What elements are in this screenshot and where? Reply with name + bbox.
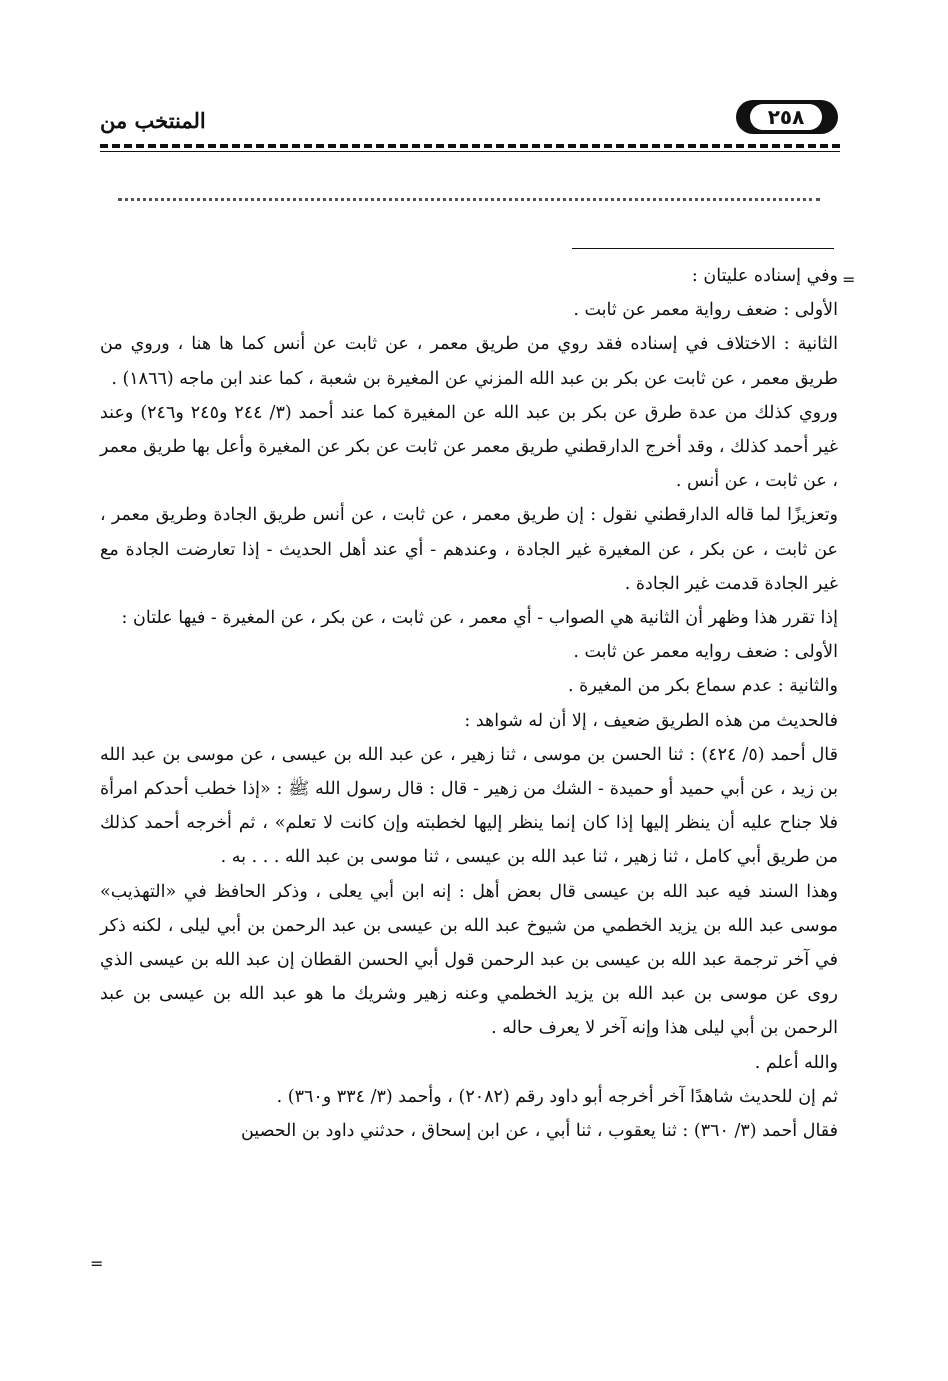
- continuation-mark-top: =: [842, 270, 856, 289]
- paragraph: وفي إسناده عليتان :: [691, 266, 838, 286]
- header-rule-thin: [100, 151, 840, 152]
- paragraph: وتعزيزًا لما قاله الدارقطني نقول : إن طريق معمر ، عن ثابت ، عن أنس طريق الجادة وطريق معمر ، عن ثابت ، عن بكر ، عن المغيرة غير الجادة ، وعندهم - أي عند أهل الحديث - إذا تعارضت الجادة مع غير الجادة قدمت غير الجادة .: [100, 505, 838, 594]
- paragraph: الأولى : ضعف روايه معمر عن ثابت .: [573, 642, 838, 663]
- paragraph: والله أعلم .: [754, 1052, 838, 1073]
- continuation-mark-bottom: =: [90, 1254, 104, 1273]
- footnote-body: [100, 259, 838, 1148]
- paragraph: الثانية : الاختلاف في إسناده فقد روي من طريق معمر ، عن ثابت عن أنس كما ها هنا ، وروي من طريق معمر ، عن ثابت عن بكر بن عبد الله المزني عن المغيرة بن شعبة ، كما عند ابن ماجه (١٨٦٦) .: [100, 334, 838, 389]
- page-number-badge: [736, 100, 838, 134]
- running-title: المنتخب من: [100, 108, 206, 133]
- footnote-rule: [572, 248, 834, 249]
- omitted-text-dots: [118, 198, 820, 201]
- paragraph: الأولى : ضعف رواية معمر عن ثابت .: [573, 300, 838, 321]
- paragraph: فالحديث من هذه الطريق ضعيف ، إلا أن له شواهد :: [464, 710, 838, 731]
- paragraph: إذا تقرر هذا وظهر أن الثانية هي الصواب - أي معمر ، عن ثابت ، عن بكر ، عن المغيرة - فيها علتان :: [121, 608, 838, 629]
- page-number: ٢٥٨: [750, 104, 822, 130]
- paragraph: قال أحمد (٥/ ٤٢٤) : ثنا الحسن بن موسى ، ثنا زهير ، عن عبد الله بن عيسى ، عن موسى بن عبد الله بن زيد ، عن أبي حميد أو حميدة - الشك من زهير - قال : قال رسول الله ﷺ : «إذا خطب أحدكم امرأة فلا جناح عليه أن ينظر إليها إذا كان إنما ينظر إليها لخطبته وإن كانت لا تعلم» ، ثم أخرجه أحمد كذلك من طريق أبي كامل ، ثنا زهير ، ثنا عبد الله بن عيسى ، ثنا موسى بن عبد الله . . . به .: [100, 744, 838, 868]
- paragraph: ثم إن للحديث شاهدًا آخر أخرجه أبو داود رقم (٢٠٨٢) ، وأحمد (٣/ ٣٣٤ و٣٦٠) .: [276, 1086, 838, 1107]
- paragraph: فقال أحمد (٣/ ٣٦٠) : ثنا يعقوب ، ثنا أبي ، عن ابن إسحاق ، حدثني داود بن الحصين: [240, 1121, 838, 1142]
- paragraph: والثانية : عدم سماع بكر من المغيرة .: [568, 676, 838, 697]
- paragraph: وهذا السند فيه عبد الله بن عيسى قال بعض أهل : إنه ابن أبي يعلى ، وذكر الحافظ في «التهذيب» موسى عبد الله بن يزيد الخطمي من شيوخ عبد الله بن عيسى بن عبد الرحمن بن أبي ليلى ، لكنه ذكر في آخر ترجمة عبد الله بن عيسى بن عبد الرحمن قول أبي الحسن القطان إن عبد الله بن عيسى الذي روى عن موسى بن عبد الله بن يزيد الخطمي وعنه زهير وشريك ما هو عبد الله بن عيسى بن عبد الرحمن بن أبي ليلى هذا وإنه آخر لا يعرف حاله .: [100, 881, 838, 1039]
- paragraph: وروي كذلك من عدة طرق عن بكر بن عبد الله عن المغيرة كما عند أحمد (٣/ ٢٤٤ و٢٤٥ و٢٤٦) وعند غير أحمد كذلك ، وقد أخرج الدارقطني طريق معمر عن ثابت عن بكر عن المغيرة وأعل بها طريق معمر ، عن ثابت ، عن أنس .: [100, 402, 839, 492]
- header-rule: [100, 144, 840, 148]
- page-header: [100, 96, 838, 140]
